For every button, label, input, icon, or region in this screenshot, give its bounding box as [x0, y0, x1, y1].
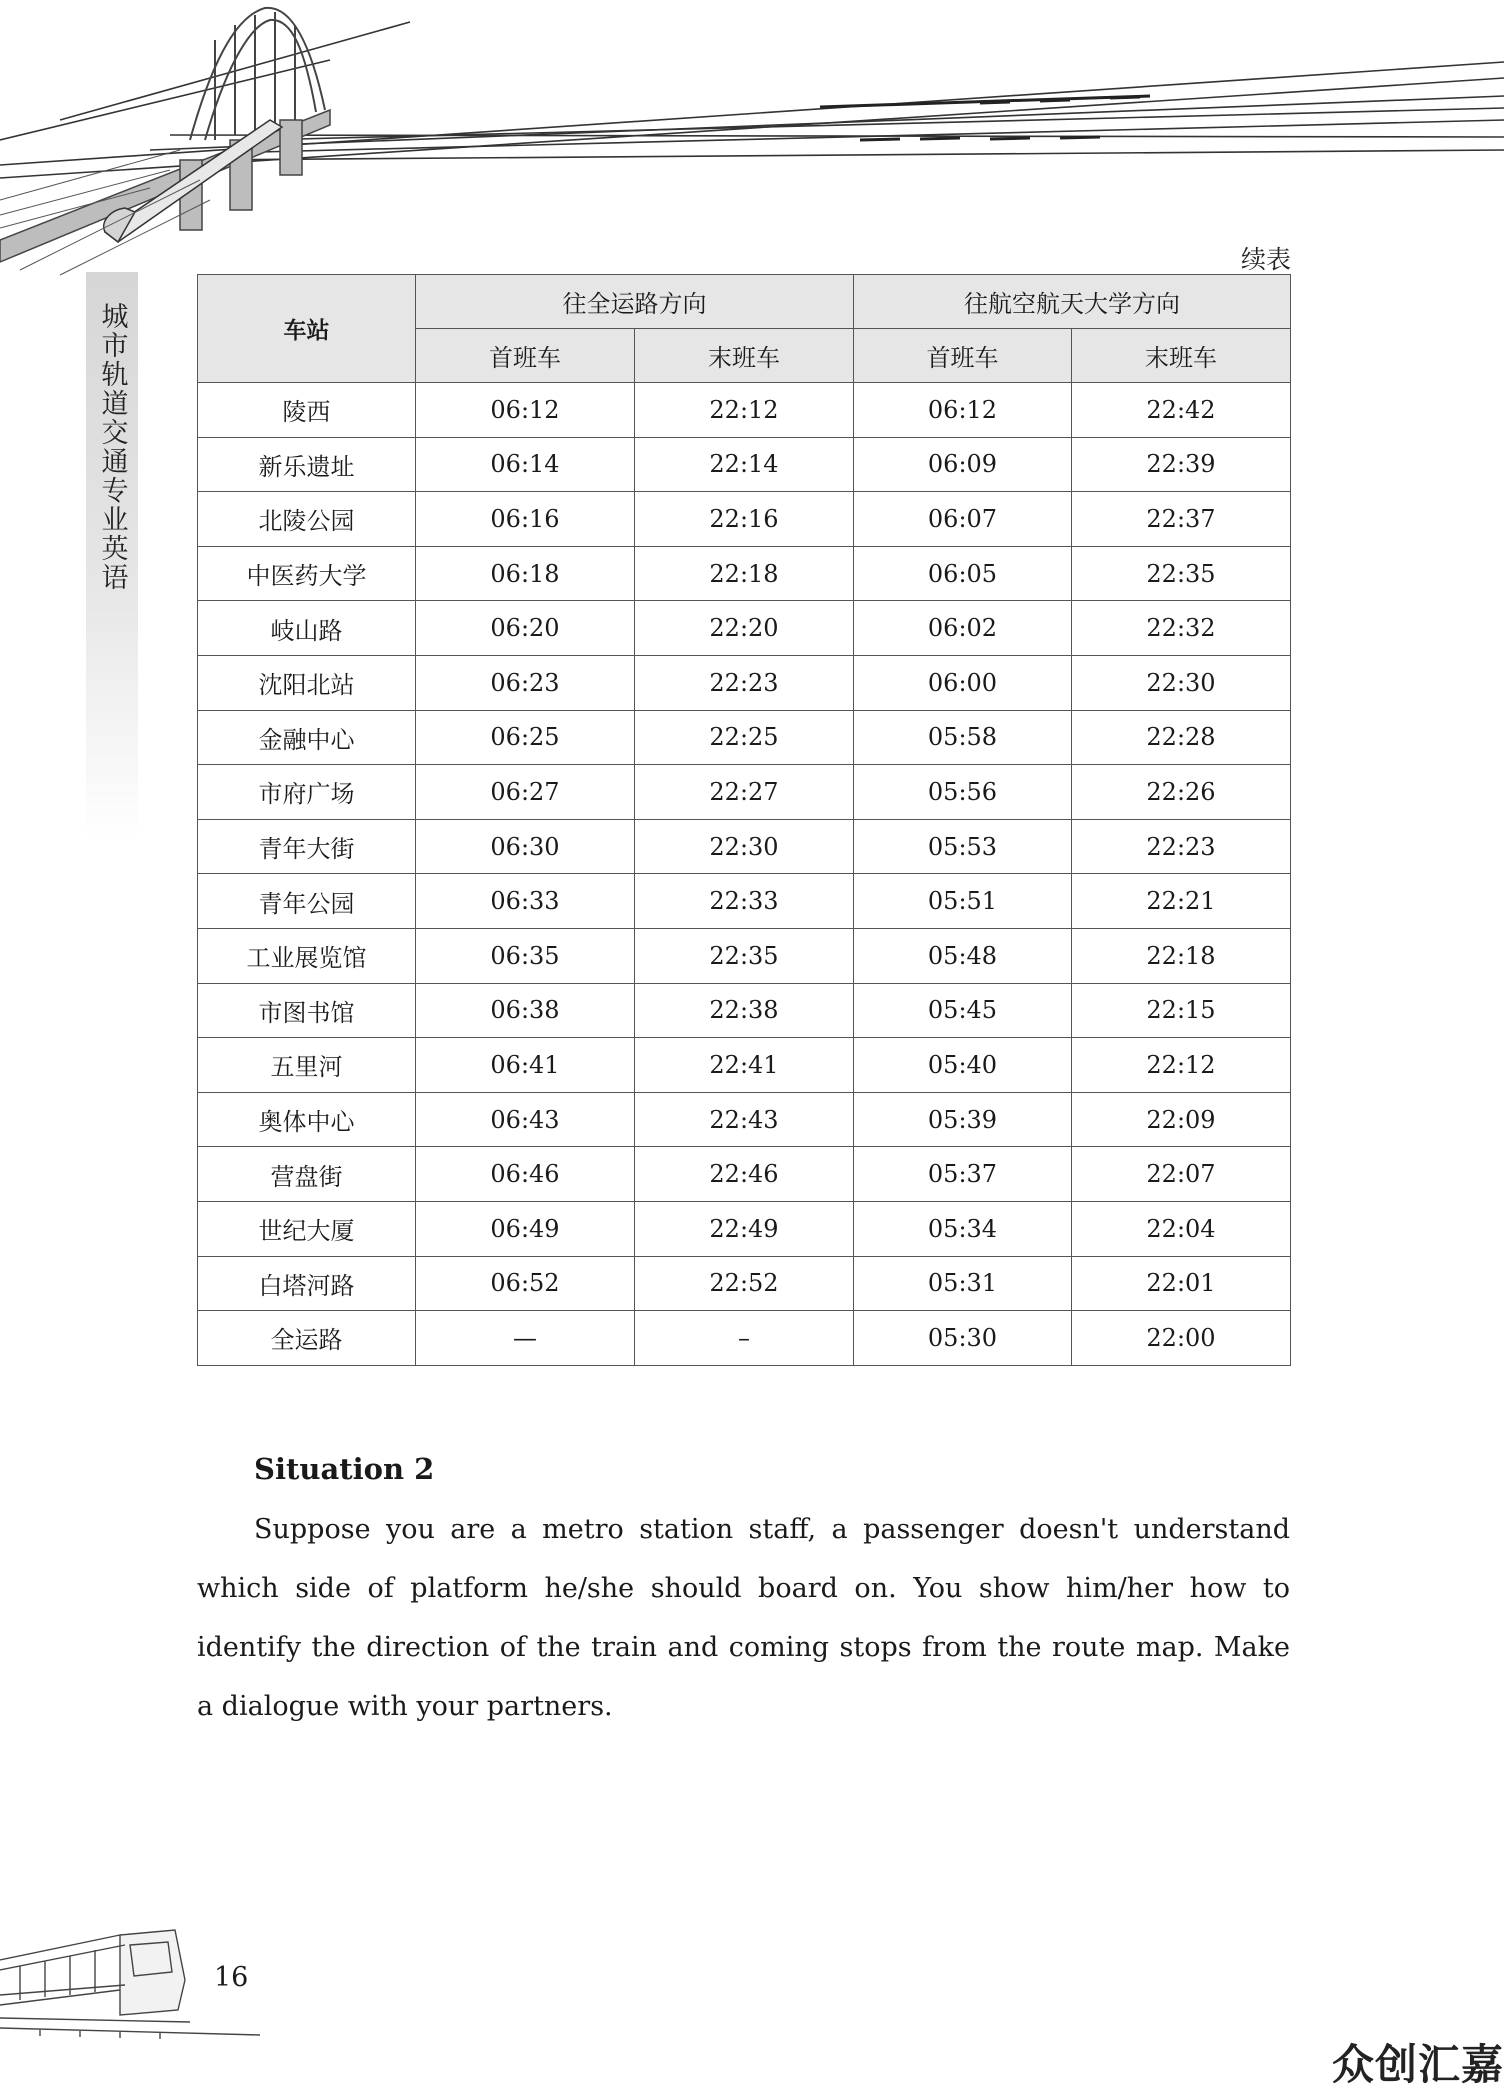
- time-cell: 05:30: [854, 1311, 1072, 1366]
- first-train-header: 首班车: [854, 329, 1072, 383]
- time-cell: 22:35: [1072, 546, 1291, 601]
- time-cell: 22:25: [635, 710, 854, 765]
- station-name-cell: 世纪大厦: [198, 1201, 416, 1256]
- time-cell: 06:07: [854, 492, 1072, 547]
- time-cell: 22:37: [1072, 492, 1291, 547]
- time-cell: 05:40: [854, 1038, 1072, 1093]
- station-name-cell: 五里河: [198, 1038, 416, 1093]
- time-cell: 22:43: [635, 1092, 854, 1147]
- station-name-cell: 北陵公园: [198, 492, 416, 547]
- side-chapter-tab: [86, 272, 138, 842]
- station-name-cell: 营盘街: [198, 1147, 416, 1202]
- table-row: [198, 1038, 1291, 1093]
- header-bridge-illustration: [0, 0, 1504, 280]
- time-cell: 22:14: [635, 437, 854, 492]
- station-name-cell: 奥体中心: [198, 1092, 416, 1147]
- time-cell: 06:49: [416, 1201, 635, 1256]
- time-cell: 22:04: [1072, 1201, 1291, 1256]
- situation-heading: Situation 2: [254, 1452, 435, 1486]
- time-cell: 22:42: [1072, 383, 1291, 438]
- time-cell: 06:00: [854, 655, 1072, 710]
- station-name-cell: 沈阳北站: [198, 655, 416, 710]
- station-name-cell: 全运路: [198, 1311, 416, 1366]
- time-cell: 06:12: [416, 383, 635, 438]
- situation-body: Suppose you are a metro station staff, a passenger doesn't understand which side of platform he/she should board on. You show him/her how to identify the direction of the train and coming stops from the route map. Make a dialogue with your partners.: [197, 1514, 1290, 1722]
- timetable: [197, 274, 1291, 1366]
- time-cell: 22:41: [635, 1038, 854, 1093]
- table-row: [198, 1201, 1291, 1256]
- time-cell: 22:09: [1072, 1092, 1291, 1147]
- table-row: [198, 1092, 1291, 1147]
- time-cell: 22:30: [1072, 655, 1291, 710]
- station-name-cell: 陵西: [198, 383, 416, 438]
- time-cell: 22:26: [1072, 765, 1291, 820]
- time-cell: 05:34: [854, 1201, 1072, 1256]
- table-row: [198, 710, 1291, 765]
- station-name-cell: 金融中心: [198, 710, 416, 765]
- time-cell: 05:56: [854, 765, 1072, 820]
- time-cell: –: [635, 1311, 854, 1366]
- side-tab-title: 城市轨道交通专业英语: [96, 302, 128, 592]
- table-row: [198, 1311, 1291, 1366]
- time-cell: 05:31: [854, 1256, 1072, 1311]
- station-name-cell: 青年公园: [198, 874, 416, 929]
- time-cell: 22:00: [1072, 1311, 1291, 1366]
- time-cell: 06:16: [416, 492, 635, 547]
- table-row: [198, 1256, 1291, 1311]
- time-cell: 22:27: [635, 765, 854, 820]
- time-cell: 22:12: [1072, 1038, 1291, 1093]
- time-cell: 06:05: [854, 546, 1072, 601]
- time-cell: 22:20: [635, 601, 854, 656]
- time-cell: 06:43: [416, 1092, 635, 1147]
- time-cell: —: [416, 1311, 635, 1366]
- time-cell: 06:52: [416, 1256, 635, 1311]
- direction-header-2: 往航空航天大学方向: [854, 275, 1291, 329]
- table-row: [198, 655, 1291, 710]
- time-cell: 22:15: [1072, 983, 1291, 1038]
- time-cell: 05:53: [854, 819, 1072, 874]
- station-name-cell: 新乐遗址: [198, 437, 416, 492]
- time-cell: 06:12: [854, 383, 1072, 438]
- table-row: [198, 437, 1291, 492]
- time-cell: 22:46: [635, 1147, 854, 1202]
- time-cell: 06:02: [854, 601, 1072, 656]
- time-cell: 22:35: [635, 928, 854, 983]
- first-train-header: 首班车: [416, 329, 635, 383]
- table-row: [198, 874, 1291, 929]
- time-cell: 05:45: [854, 983, 1072, 1038]
- station-header: 车站: [198, 275, 416, 383]
- time-cell: 06:18: [416, 546, 635, 601]
- station-name-cell: 市图书馆: [198, 983, 416, 1038]
- time-cell: 06:27: [416, 765, 635, 820]
- time-cell: 06:30: [416, 819, 635, 874]
- table-row: [198, 601, 1291, 656]
- station-name-cell: 青年大街: [198, 819, 416, 874]
- time-cell: 05:37: [854, 1147, 1072, 1202]
- time-cell: 05:58: [854, 710, 1072, 765]
- time-cell: 22:18: [1072, 928, 1291, 983]
- time-cell: 22:21: [1072, 874, 1291, 929]
- last-train-header: 末班车: [635, 329, 854, 383]
- station-name-cell: 市府广场: [198, 765, 416, 820]
- time-cell: 05:51: [854, 874, 1072, 929]
- time-cell: 06:46: [416, 1147, 635, 1202]
- station-name-cell: 岐山路: [198, 601, 416, 656]
- time-cell: 05:39: [854, 1092, 1072, 1147]
- time-cell: 22:01: [1072, 1256, 1291, 1311]
- table-continued-label: 续表: [1240, 245, 1291, 274]
- time-cell: 22:23: [635, 655, 854, 710]
- station-name-cell: 白塔河路: [198, 1256, 416, 1311]
- time-cell: 22:32: [1072, 601, 1291, 656]
- time-cell: 22:18: [635, 546, 854, 601]
- time-cell: 06:09: [854, 437, 1072, 492]
- time-cell: 06:38: [416, 983, 635, 1038]
- time-cell: 22:12: [635, 383, 854, 438]
- time-cell: 06:20: [416, 601, 635, 656]
- time-cell: 06:14: [416, 437, 635, 492]
- table-row: [198, 492, 1291, 547]
- time-cell: 05:48: [854, 928, 1072, 983]
- time-cell: 22:28: [1072, 710, 1291, 765]
- table-row: [198, 928, 1291, 983]
- time-cell: 22:07: [1072, 1147, 1291, 1202]
- time-cell: 22:33: [635, 874, 854, 929]
- time-cell: 06:41: [416, 1038, 635, 1093]
- time-cell: 06:23: [416, 655, 635, 710]
- station-name-cell: 工业展览馆: [198, 928, 416, 983]
- table-row: [198, 1147, 1291, 1202]
- time-cell: 22:30: [635, 819, 854, 874]
- time-cell: 22:39: [1072, 437, 1291, 492]
- last-train-header: 末班车: [1072, 329, 1291, 383]
- watermark-logo: 众创汇嘉: [1331, 2040, 1504, 2089]
- table-row: [198, 383, 1291, 438]
- time-cell: 06:33: [416, 874, 635, 929]
- page-number: 16: [214, 1962, 249, 1993]
- table-row: [198, 983, 1291, 1038]
- direction-header-1: 往全运路方向: [416, 275, 854, 329]
- time-cell: 22:23: [1072, 819, 1291, 874]
- time-cell: 22:16: [635, 492, 854, 547]
- time-cell: 22:49: [635, 1201, 854, 1256]
- time-cell: 22:38: [635, 983, 854, 1038]
- time-cell: 22:52: [635, 1256, 854, 1311]
- table-row: [198, 819, 1291, 874]
- station-name-cell: 中医药大学: [198, 546, 416, 601]
- table-row: [198, 546, 1291, 601]
- time-cell: 06:35: [416, 928, 635, 983]
- time-cell: 06:25: [416, 710, 635, 765]
- table-row: [198, 765, 1291, 820]
